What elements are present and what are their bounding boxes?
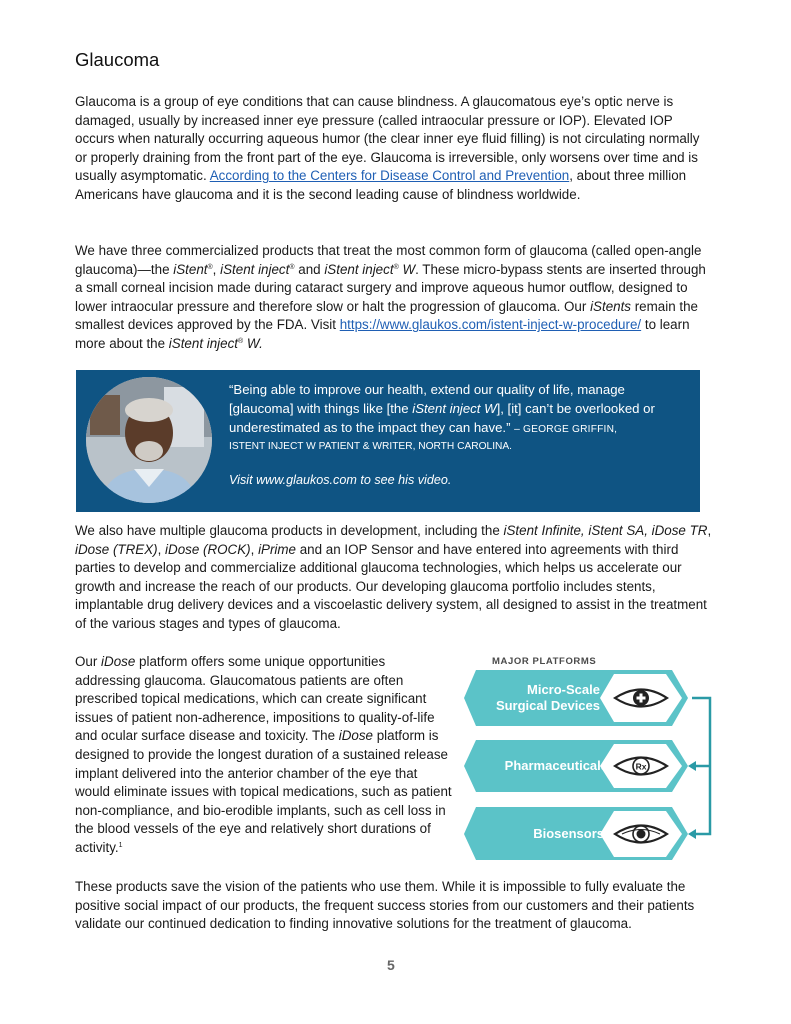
- development-paragraph: [75, 522, 715, 634]
- product-name: iStents: [590, 298, 631, 314]
- quote-attribution-line: ISTENT INJECT W PATIENT & WRITER, NORTH CAROLINA.: [229, 441, 513, 452]
- products-paragraph: [75, 242, 715, 354]
- platform-label-pharma: Pharmaceuticals: [504, 758, 608, 773]
- separator: ,: [707, 523, 712, 538]
- product-name: iStent Infinite, iStent SA, iDose TR: [503, 523, 708, 538]
- testimonial-box: [76, 370, 700, 512]
- separator: and: [294, 261, 325, 277]
- intro-text-end: , about three million Americans have glaucoma and it is the second leading cause of blindness worldwide.: [75, 168, 687, 202]
- portrait-image: [86, 377, 212, 503]
- platforms-title: MAJOR PLATFORMS: [492, 656, 597, 667]
- quote-product: iStent inject W: [412, 401, 497, 416]
- product-name: W: [398, 261, 416, 277]
- impact-paragraph: These products save the vision of the patients who use them. While it is impossible to fully evaluate the positive social impact of our products, the frequent success stories from our customers and their patients validate our continued dedication to finding innovative solutions for the treatment of glaucoma.: [75, 879, 695, 932]
- separator: ,: [212, 261, 221, 277]
- development-text: and an IOP Sensor and have entered into agreements with third parties to develop and commercialize additional glaucoma technologies, which helps us accelerate our growth and increase the reach of our products. Our developing glaucoma portfolio includes stents, implantable drug delivery devices and a viscoelastic delivery system, all designed to assist in the treatment of the various stages and types of glaucoma.: [75, 541, 707, 631]
- section-heading: Glaucoma: [75, 49, 160, 70]
- quote-text: [229, 380, 689, 454]
- period: .: [259, 335, 263, 351]
- product-name: W: [243, 335, 260, 351]
- product-name: iStent inject: [220, 261, 290, 277]
- product-name: iPrime: [258, 541, 297, 557]
- patient-portrait: [86, 377, 212, 503]
- page-number: 5: [387, 957, 395, 973]
- footnote-marker: 1: [118, 841, 123, 849]
- istent-procedure-link[interactable]: https://www.glaukos.com/istent-inject-w-procedure/: [339, 317, 642, 333]
- products-text: We have three commercialized products that treat the most common form of glaucoma (called open-angle glaucoma)—the: [75, 243, 702, 277]
- video-link-text[interactable]: Visit www.glaukos.com to see his video.: [229, 473, 452, 487]
- separator: ,: [250, 541, 259, 557]
- product-name: iDose: [338, 728, 373, 744]
- product-name: iStent: [173, 261, 208, 277]
- product-name: iDose (ROCK): [165, 541, 251, 557]
- product-name: iDose: [101, 654, 136, 669]
- registered-mark: ®: [393, 263, 399, 271]
- product-name: iDose (TREX): [75, 541, 158, 557]
- product-name: iStent inject: [168, 335, 239, 351]
- separator: ,: [157, 541, 166, 557]
- development-text: We also have multiple glaucoma products in development, including the: [75, 523, 504, 538]
- product-name: iStent inject: [324, 261, 394, 277]
- platform-label-line: Surgical Devices: [495, 698, 600, 713]
- idose-text: platform offers some unique opportunities addressing glaucoma. Glaucomatous patients are often prescribed topical medications, which can create significant issues of patient non-adherence, impositions to quality-of-life and ocular surface disease and toxicity. The: [75, 654, 435, 744]
- quote-attribution: – GEORGE GRIFFIN,: [514, 424, 618, 435]
- quote-body: ], [it] can’t be overlooked or underestimated as to the impact they can have.”: [229, 401, 655, 435]
- registered-mark: ®: [238, 337, 244, 345]
- idose-text: platform is designed to provide the longest duration of a sustained release implant delivered into the anterior chamber of the eye that would eliminate issues with topical medications, such as patient non-compliance, and bio-erodible implants, such as cell loss in the blood vessels of the eye and relatively short durations of activity.: [75, 728, 452, 855]
- intro-text: Glaucoma is a group of eye conditions that can cause blindness. A glaucomatous eye’s optic nerve is damaged, usually by increased inner eye pressure (called intraocular pressure or IOP). Elevated IOP occurs when naturally occurring aqueous humor (the clear inner eye fluid filling) is not circulating normally or properly draining from the front part of the eye. Glaucoma is irreversible, only worsens over time and is usually asymptomatic.: [75, 94, 700, 184]
- platform-connector: [688, 698, 710, 839]
- intro-paragraph: [75, 93, 715, 205]
- products-text: remain the smallest devices approved by the FDA. Visit: [75, 298, 698, 333]
- platform-label-surgical: [476, 682, 600, 714]
- platform-label-biosensors: Biosensors: [533, 826, 604, 841]
- products-text: to learn more about the: [75, 317, 690, 351]
- platform-label-line: Micro-Scale: [527, 682, 600, 697]
- cdc-link[interactable]: According to the Centers for Disease Control and Prevention: [209, 168, 570, 184]
- quote-body: “Being able to improve our health, extend our quality of life, manage [glaucoma] with things like [the: [229, 382, 625, 416]
- idose-text: Our: [75, 654, 102, 669]
- registered-mark: ®: [289, 263, 295, 271]
- registered-mark: ®: [207, 263, 213, 271]
- idose-paragraph: [75, 653, 453, 858]
- products-text: . These micro-bypass stents are inserted through a small corneal incision made during cataract surgery and improve aqueous humor outflow, designed to lower intraocular pressure and therefore slow or halt the progression of glaucoma. Our: [75, 261, 706, 314]
- major-platforms-diagram: [462, 654, 722, 864]
- rx-symbol: Rx: [635, 761, 647, 772]
